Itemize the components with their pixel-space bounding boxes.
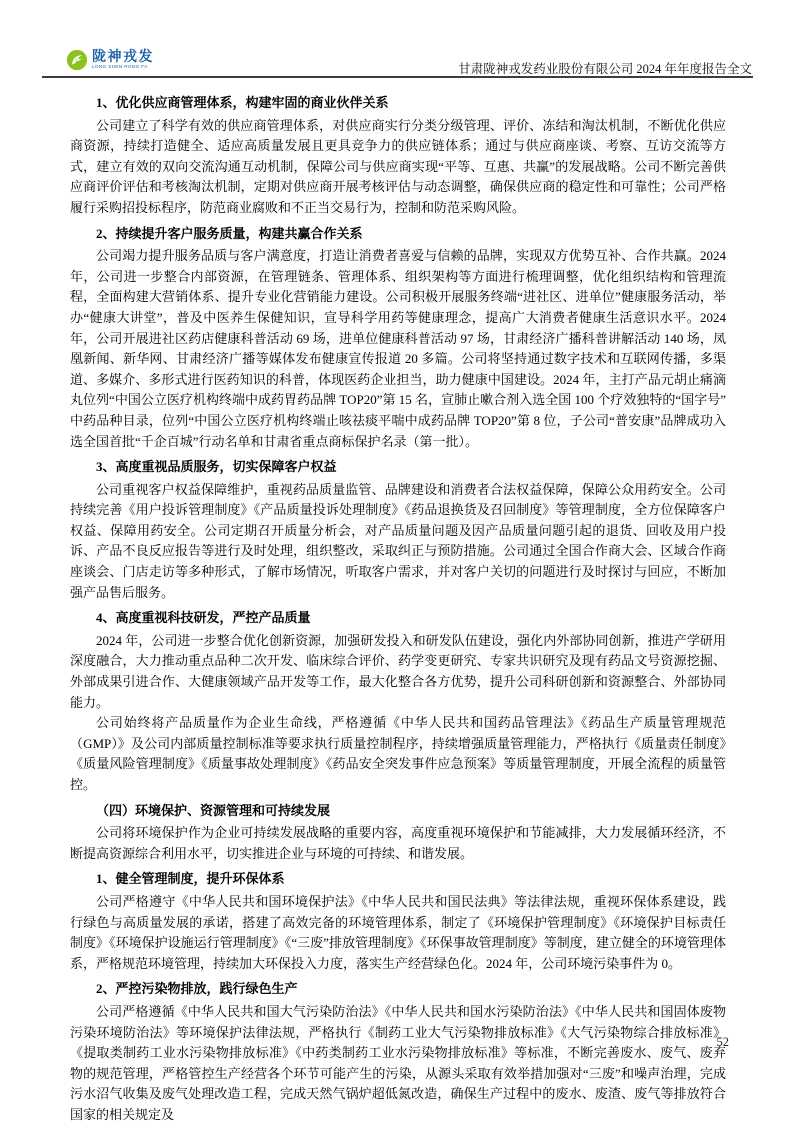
brand-name-cn: 陇神戎发 bbox=[92, 48, 154, 64]
section-heading: 1、健全管理制度，提升环保体系 bbox=[96, 871, 285, 887]
body-paragraph: 公司竭力提升服务品质与客户满意度，打造让消费者喜爱与信赖的品牌，实现双方优势互补、合作共赢。2024 年，公司进一步整合内部资源，在管理链条、管理体系、组织架构等方面进行梳理调整，优化组织结构和管理流程，全面构建大营销体系、提升专业化营销能力建设。公司积极开展服务终端“进社区、进单位”健康服务活动，举办“健康大讲堂”，普及中医养生保健知识，宣导科学用药等健康理念，提高广大消费者健康生活意识水平。2024 年，公司开展进社区药店健康科普活动 69 场，进单位健康科普活动 97 场，甘肃经济广播科普讲解活动 140 场，凤凰新闻、新华网、甘肃经济广播等媒体发布健康宣传报道 20 多篇。公司将坚持通过数字技术和互联网传播，多渠道、多媒介、多形式进行医药知识的科普，体现医药企业担当，助力健康中国建设。2024 年，主打产品元胡止痛滴丸位列“中国公立医疗机构终端中成药胃药品牌 TOP20”第 15 名，宣肺止嗽合剂入选全国 100 个疗效独特的“国字号”中药品种目录，位列“中国公立医疗机构终端止咳祛痰平喘中成药品牌 TOP20”第 8 位，子公司“普安康”品牌成功入选全国首批“千企百城”行动名单和甘肃省重点商标保护名录（第一批）。 bbox=[70, 248, 726, 449]
page-number: 52 bbox=[716, 1035, 729, 1049]
section-heading: 4、高度重视科技研发，严控产品质量 bbox=[96, 610, 311, 626]
header-divider bbox=[42, 76, 753, 78]
document-body bbox=[70, 88, 726, 1122]
brand-name-en: LONG SHEN RONG FA bbox=[92, 65, 148, 70]
body-paragraph: 公司建立了科学有效的供应商管理体系，对供应商实行分类分级管理、评价、冻结和淘汰机制，不断优化供应商资源，持续打造健全、适应高质量发展且更具竞争力的供应链体系；通过与供应商座谈、考察、互访交流等方式，建立有效的双向交流沟通互动机制，保障公司与供应商实现“平等、互惠、共赢”的发展战略。公司不断完善供应商评价评估和考核淘汰机制，定期对供应商开展考核评估与动态调整，确保供应商的稳定性和可靠性；公司严格履行采购招投标程序，防范商业腐败和不正当交易行为，控制和防范采购风险。 bbox=[70, 117, 726, 215]
section-heading: 3、高度重视品质服务，切实保障客户权益 bbox=[96, 459, 337, 475]
body-paragraph: 公司严格遵守《中华人民共和国环境保护法》《中华人民共和国民法典》等法律法规，重视环保体系建设，践行绿色与高质量发展的承诺，搭建了高效完备的环境管理体系，制定了《环境保护管理制度》《环境保护目标责任制度》《环境保护设施运行管理制度》《“三废”排放管理制度》《环保事故管理制度》等制度，建立健全的环境管理体系，严格规范环境管理，持续加大环保投入力度，落实生产经营绿色化。2024 年，公司环境污染事件为 0。 bbox=[70, 893, 726, 971]
section-heading: 1、优化供应商管理体系，构建牢固的商业伙伴关系 bbox=[96, 95, 389, 110]
logo-text bbox=[92, 49, 166, 71]
logo-icon bbox=[66, 49, 88, 71]
report-title: 甘肃陇神戎发药业股份有限公司 2024 年年度报告全文 bbox=[458, 62, 752, 76]
body-paragraph: 公司将环境保护作为企业可持续发展战略的重要内容，高度重视环境保护和节能减排，大力发展循环经济，不断提高资源综合利用水平，切实推进企业与环境的可持续、和谐发展。 bbox=[70, 825, 726, 861]
body-paragraph: 2024 年，公司进一步整合优化创新资源，加强研发投入和研发队伍建设，强化内外部协同创新，推进产学研用深度融合，大力推动重点品种二次开发、临床综合评价、药学变更研究、专家共识研究及现有药品文号资源挖掘、外部成果引进合作、大健康领域产品开发等工作，最大化整合各方优势，提升公司科研创新和资源整合、外部协同能力。 bbox=[70, 632, 726, 710]
section-heading: 2、持续提升客户服务质量，构建共赢合作关系 bbox=[96, 225, 363, 241]
section-heading: 2、严控污染物排放，践行绿色生产 bbox=[96, 981, 298, 997]
body-paragraph: 公司严格遵循《中华人民共和国大气污染防治法》《中华人民共和国水污染防治法》《中华人民共和国固体废物污染环境防治法》等环境保护法律法规，严格执行《制药工业大气污染物排放标准》《大气污染物综合排放标准》《提取类制药工业水污染物排放标准》《中药类制药工业水污染物排放标准》等标准，不断完善废水、废气、废弃物的规范管理，严格管控生产经营各个环节可能产生的污染，从源头采取有效举措加强对“三废”和噪声治理，完成污水沼气收集及废气处理改造工程，完成天然气锅炉超低氮改造，确保生产过程中的废水、废渣、废气等排放符合国家的相关规定及 bbox=[70, 1003, 726, 1122]
company-logo bbox=[66, 49, 166, 71]
body-paragraph: 公司始终将产品质量作为企业生命线，严格遵循《中华人民共和国药品管理法》《药品生产质量管理规范（GMP）》及公司内部质量控制标准等要求执行质量控制程序，持续增强质量管理能力，严格执行《质量责任制度》《质量风险管理制度》《质量事故处理制度》《药品安全突发事件应急预案》等质量管理制度，开展全流程的质量管控。 bbox=[70, 715, 726, 792]
section-heading: （四）环境保护、资源管理和可持续发展 bbox=[96, 802, 331, 818]
body-paragraph: 公司重视客户权益保障维护，重视药品质量监管、品牌建设和消费者合法权益保障，保障公众用药安全。公司持续完善《用户投诉管理制度》《产品质量投诉处理制度》《药品退换货及召回制度》等管理制度，全方位保障客户权益、保障用药安全。公司定期召开质量分析会，对产品质量问题及因产品质量问题引起的退货、回收及用户投诉、产品不良反应报告等进行及时处理，组织整改，采取纠正与预防措施。公司通过全国合作商大会、区域合作商座谈会、门店走访等多种形式，了解市场情况，听取客户需求，并对客户关切的问题进行及时探讨与回应，不断加强产品售后服务。 bbox=[70, 481, 726, 600]
